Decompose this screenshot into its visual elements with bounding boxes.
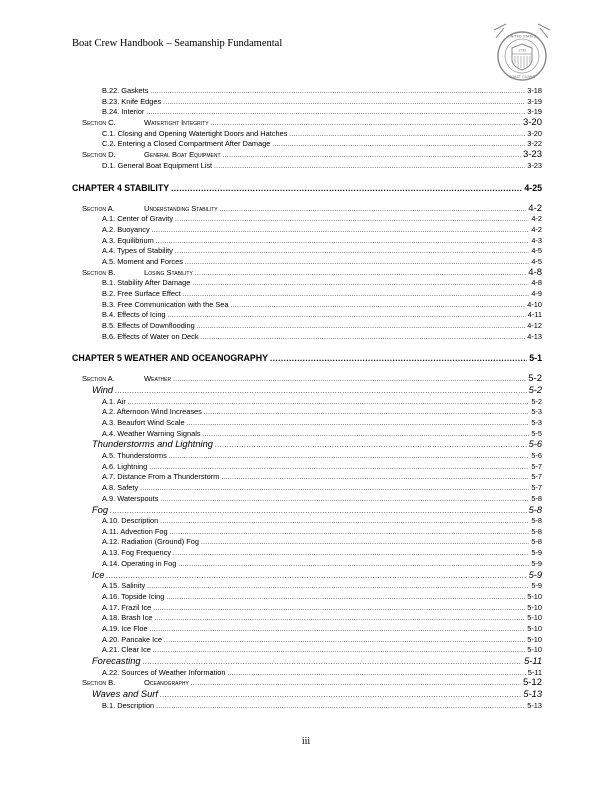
toc-item-entry[interactable] (72, 581, 542, 592)
toc-item-title: A.4. Weather Warning Signals (102, 428, 201, 438)
toc-item-title: A.16. Topside Icing (102, 591, 165, 601)
toc-item-entry[interactable] (72, 624, 542, 635)
svg-text:COAST GUARD: COAST GUARD (508, 75, 536, 79)
dot-leader (153, 604, 525, 614)
toc-item-entry[interactable] (72, 397, 542, 408)
dot-leader (173, 375, 526, 385)
toc-item-title: C.1. Closing and Opening Watertight Doors and Hatches (102, 128, 288, 138)
toc-item-entry[interactable] (72, 107, 542, 118)
dot-leader (192, 279, 529, 289)
toc-section-number: Section B. (82, 267, 116, 277)
dot-leader (220, 205, 527, 215)
toc-section-title: General Boat Equipment (144, 150, 221, 160)
dot-leader (183, 290, 530, 300)
dot-leader (185, 258, 529, 268)
toc-section-number: Section C. (82, 118, 116, 128)
dot-leader (115, 386, 526, 397)
dot-leader (187, 419, 530, 429)
toc-subheading-entry[interactable] (72, 505, 542, 517)
toc-page-number: 5-8 (531, 537, 542, 547)
toc-page-number: 5-8 (531, 526, 542, 536)
toc-item-entry[interactable] (72, 236, 542, 247)
toc-item-title: B.4. Effects of Icing (102, 310, 166, 320)
toc-page-number: 5-6 (531, 451, 542, 461)
toc-subheading-entry[interactable] (72, 385, 542, 397)
toc-item-entry[interactable] (72, 300, 542, 311)
toc-item-title: B.5. Effects of Downflooding (102, 321, 195, 331)
toc-subheading-title: Forecasting (92, 655, 141, 666)
toc-subheading-title: Ice (92, 569, 105, 580)
dot-leader (231, 301, 526, 311)
dot-leader (156, 237, 530, 247)
toc-chapter-title: CHAPTER 5 WEATHER AND OCEANOGRAPHY (72, 353, 268, 364)
toc-page-number: 5-13 (527, 700, 542, 710)
dot-leader (152, 226, 530, 236)
toc-item-entry[interactable] (72, 451, 542, 462)
toc-page-number: 5-1 (529, 353, 542, 364)
toc-section-entry[interactable] (72, 150, 542, 161)
dot-leader (228, 669, 526, 679)
dot-leader (221, 473, 529, 483)
dot-leader (156, 702, 525, 712)
toc-chapter-entry[interactable] (72, 351, 542, 366)
toc-subheading-entry[interactable] (72, 570, 542, 582)
toc-page-number: 3-23 (522, 150, 542, 161)
toc-item-title: A.6. Lightning (102, 461, 148, 471)
toc-item-entry[interactable] (72, 246, 542, 257)
toc-item-entry[interactable] (72, 418, 542, 429)
toc-page-number: 3-18 (527, 86, 542, 95)
toc-page-number: 5-7 (531, 472, 542, 482)
toc-item-title: A.5. Moment and Forces (102, 256, 183, 266)
toc-section-number: Section B. (82, 678, 116, 688)
toc-item-entry[interactable] (72, 321, 542, 332)
toc-page-number: 4-9 (531, 289, 542, 298)
toc-page-number: 4-2 (531, 214, 542, 224)
toc-section-number: Section A. (82, 374, 115, 384)
toc-item-title: A.17. Frazil Ice (102, 602, 152, 612)
dot-leader (106, 571, 526, 582)
page-number: iii (301, 736, 311, 747)
dot-leader (191, 679, 521, 689)
toc-item-entry[interactable] (72, 214, 542, 225)
toc-page-number: 5-10 (527, 602, 542, 612)
toc-item-entry[interactable] (72, 278, 542, 289)
toc-page-number: 4-3 (531, 235, 542, 245)
toc-page-number: 5-9 (528, 569, 542, 580)
toc-item-title: A.19. Ice Floe (102, 623, 148, 633)
dot-leader (197, 322, 525, 332)
toc-item-entry[interactable] (72, 129, 542, 140)
dot-leader (166, 593, 525, 603)
toc-item-title: A.22. Sources of Weather Information (102, 667, 226, 677)
toc-subheading-entry[interactable] (72, 689, 542, 701)
toc-chapter-entry[interactable] (72, 181, 542, 196)
toc-item-title: B.23. Knife Edges (102, 96, 162, 106)
toc-page-number: 3-23 (527, 160, 542, 170)
dot-leader (140, 484, 529, 494)
toc-page-number: 4-25 (524, 182, 542, 193)
dot-leader (143, 657, 523, 668)
dot-leader (215, 440, 527, 451)
toc-item-title: A.15. Salinity (102, 581, 146, 591)
toc-item-entry[interactable] (72, 668, 542, 679)
toc-item-entry[interactable] (72, 527, 542, 538)
toc-item-entry[interactable] (72, 537, 542, 548)
toc-page-number: 5-10 (527, 623, 542, 633)
toc-item-entry[interactable] (72, 139, 542, 150)
toc-item-title: A.3. Beaufort Wind Scale (102, 418, 185, 428)
toc-page-number: 5-10 (527, 613, 542, 623)
running-header-title: Boat Crew Handbook – Seamanship Fundamental (72, 38, 283, 49)
toc-item-entry[interactable] (72, 483, 542, 494)
toc-item-title: B.6. Effects of Water on Deck (102, 331, 199, 341)
dot-leader (173, 549, 529, 559)
toc-section-entry[interactable] (72, 118, 542, 129)
toc-page-number: 5-10 (527, 591, 542, 601)
toc-item-entry[interactable] (72, 603, 542, 614)
toc-section-number: Section D. (82, 150, 116, 160)
toc-section-title: Oceanography (144, 678, 189, 688)
toc-item-entry[interactable] (72, 592, 542, 603)
toc-section-title: Watertight Integrity (144, 118, 209, 128)
toc-item-title: A.2. Buoyancy (102, 224, 150, 234)
toc-item-entry[interactable] (72, 548, 542, 559)
coast-guard-seal-logo (490, 20, 554, 84)
dot-leader (150, 87, 525, 97)
toc-page-number: 5-6 (528, 439, 542, 450)
svg-text:1790: 1790 (517, 48, 527, 53)
dot-leader (272, 140, 525, 150)
toc-item-entry[interactable] (72, 332, 542, 343)
toc-item-entry[interactable] (72, 472, 542, 483)
toc-item-entry[interactable] (72, 310, 542, 321)
toc-item-entry[interactable] (72, 97, 542, 108)
toc-item-entry[interactable] (72, 407, 542, 418)
toc-item-title: B.2. Free Surface Effect (102, 289, 181, 298)
toc-page-number: 5-13 (523, 688, 542, 699)
toc-page-number: 5-9 (531, 581, 542, 591)
toc-section-entry[interactable] (72, 268, 542, 279)
toc-page-number: 4-10 (527, 299, 542, 309)
toc-item-title: A.2. Afternoon Wind Increases (102, 407, 202, 417)
toc-page-number: 4-8 (531, 278, 542, 288)
toc-page-number: 5-10 (527, 645, 542, 655)
dot-leader (110, 506, 527, 517)
toc-section-title: Understanding Stability (144, 203, 218, 213)
toc-item-title: A.10. Description (102, 516, 159, 526)
toc-page-number: 5-3 (531, 418, 542, 428)
toc-page-number: 5-2 (531, 396, 542, 406)
toc-subheading-entry[interactable] (72, 656, 542, 668)
toc-subheading-title: Wind (92, 385, 114, 396)
dot-leader (146, 108, 525, 118)
svg-text:UNITED STATES: UNITED STATES (508, 34, 536, 39)
toc-page-number: 5-10 (527, 634, 542, 644)
toc-subheading-title: Waves and Surf (92, 688, 158, 699)
dot-leader (160, 690, 521, 701)
toc-item-entry[interactable] (72, 289, 542, 300)
toc-page-number: 5-2 (528, 374, 542, 385)
toc-page-number: 5-5 (531, 428, 542, 438)
toc-item-title: A.5. Thunderstorms (102, 451, 167, 461)
toc-page-number: 3-20 (527, 128, 542, 138)
toc-item-title: A.1. Air (102, 396, 126, 406)
dot-leader (201, 333, 526, 343)
toc-item-title: A.20. Pancake Ice (102, 634, 162, 644)
dot-leader (223, 151, 521, 161)
toc-page-number: 5-8 (528, 504, 542, 515)
toc-page-number: 4-8 (528, 267, 542, 278)
dot-leader (168, 311, 526, 321)
table-of-contents (72, 86, 542, 711)
toc-subheading-entry[interactable] (72, 439, 542, 451)
toc-page-number: 3-22 (527, 139, 542, 149)
toc-item-title: A.12. Radiation (Ground) Fog (102, 537, 199, 547)
toc-item-entry[interactable] (72, 462, 542, 473)
toc-item-entry[interactable] (72, 494, 542, 505)
toc-item-title: A.1. Center of Gravity (102, 214, 174, 224)
dot-leader (153, 646, 525, 656)
dot-leader (175, 247, 529, 257)
toc-page-number: 4-12 (527, 321, 542, 331)
dot-leader (195, 269, 526, 279)
toc-item-entry[interactable] (72, 645, 542, 656)
toc-item-title: A.18. Brash Ice (102, 613, 153, 623)
toc-item-entry[interactable] (72, 701, 542, 712)
toc-section-entry[interactable] (72, 678, 542, 689)
toc-chapter-title: CHAPTER 4 STABILITY (72, 182, 170, 193)
dot-leader (149, 463, 529, 473)
toc-subheading-title: Fog (92, 504, 109, 515)
toc-page-number: 5-11 (524, 655, 542, 666)
toc-section-entry[interactable] (72, 204, 542, 215)
toc-item-entry[interactable] (72, 516, 542, 527)
toc-item-title: A.14. Operating in Fog (102, 558, 177, 568)
dot-leader (155, 614, 526, 624)
toc-item-entry[interactable] (72, 225, 542, 236)
toc-page-number: 4-2 (528, 203, 542, 214)
dot-leader (128, 398, 529, 408)
toc-section-title: Weather (144, 374, 172, 384)
toc-page-number: 5-8 (531, 493, 542, 503)
toc-page-number: 5-9 (531, 548, 542, 558)
toc-item-title: A.4. Types of Stability (102, 246, 173, 256)
toc-item-title: B.1. Description (102, 700, 155, 710)
toc-section-entry[interactable] (72, 374, 542, 385)
toc-item-title: A.21. Clear Ice (102, 645, 151, 655)
toc-item-title: D.1. General Boat Equipment List (102, 160, 213, 170)
toc-item-title: B.3. Free Communication with the Sea (102, 299, 229, 309)
dot-leader (160, 517, 529, 527)
dot-leader (171, 181, 522, 196)
dot-leader (203, 430, 530, 440)
dot-leader (211, 119, 521, 129)
dot-leader (214, 162, 525, 172)
toc-item-title: B.22. Gaskets (102, 86, 149, 95)
toc-page-number: 5-8 (531, 516, 542, 526)
toc-page-number: 3-19 (527, 96, 542, 106)
dot-leader (164, 636, 525, 646)
dot-leader (178, 560, 529, 570)
toc-page-number: 5-3 (531, 407, 542, 417)
toc-item-title: C.2. Entering a Closed Compartment After Damage (102, 139, 271, 149)
toc-page-number: 3-20 (522, 118, 542, 129)
toc-section-number: Section A. (82, 203, 115, 213)
dot-leader (201, 538, 529, 548)
dot-leader (204, 408, 529, 418)
dot-leader (163, 98, 525, 108)
toc-page-number: 4-2 (531, 224, 542, 234)
toc-item-entry[interactable] (72, 86, 542, 97)
toc-page-number: 3-19 (527, 107, 542, 117)
toc-page-number: 5-7 (531, 461, 542, 471)
toc-item-title: B.24. Interior (102, 107, 145, 117)
dot-leader (270, 351, 527, 366)
toc-item-entry[interactable] (72, 161, 542, 172)
toc-item-entry[interactable] (72, 613, 542, 624)
toc-item-title: A.11. Advection Fog (102, 526, 168, 536)
toc-page-number: 5-7 (531, 483, 542, 493)
toc-item-entry[interactable] (72, 559, 542, 570)
toc-page-number: 5-9 (531, 558, 542, 568)
dot-leader (147, 582, 529, 592)
dot-leader (169, 452, 530, 462)
dot-leader (289, 130, 525, 140)
toc-item-title: A.9. Waterspouts (102, 493, 159, 503)
toc-item-title: A.3. Equilibrium (102, 235, 154, 245)
toc-subheading-title: Thunderstorms and Lightning (92, 439, 213, 450)
dot-leader (160, 495, 529, 505)
toc-page-number: 4-5 (531, 256, 542, 266)
toc-page-number: 4-5 (531, 246, 542, 256)
toc-section-title: Losing Stability (144, 267, 193, 277)
toc-page-number: 4-11 (527, 310, 542, 320)
toc-item-entry[interactable] (72, 635, 542, 646)
toc-item-entry[interactable] (72, 429, 542, 440)
toc-item-title: A.7. Distance From a Thunderstorm (102, 472, 220, 482)
toc-item-title: A.13. Fog Frequency (102, 548, 172, 558)
toc-page-number: 5-12 (522, 678, 542, 689)
dot-leader (175, 215, 529, 225)
toc-page-number: 5-11 (527, 667, 542, 677)
toc-item-title: A.8. Safety (102, 483, 139, 493)
dot-leader (170, 528, 530, 538)
dot-leader (150, 625, 526, 635)
toc-item-title: B.1. Stability After Damage (102, 278, 191, 288)
toc-page-number: 4-13 (527, 331, 542, 341)
toc-page-number: 5-2 (528, 385, 542, 396)
toc-item-entry[interactable] (72, 257, 542, 268)
